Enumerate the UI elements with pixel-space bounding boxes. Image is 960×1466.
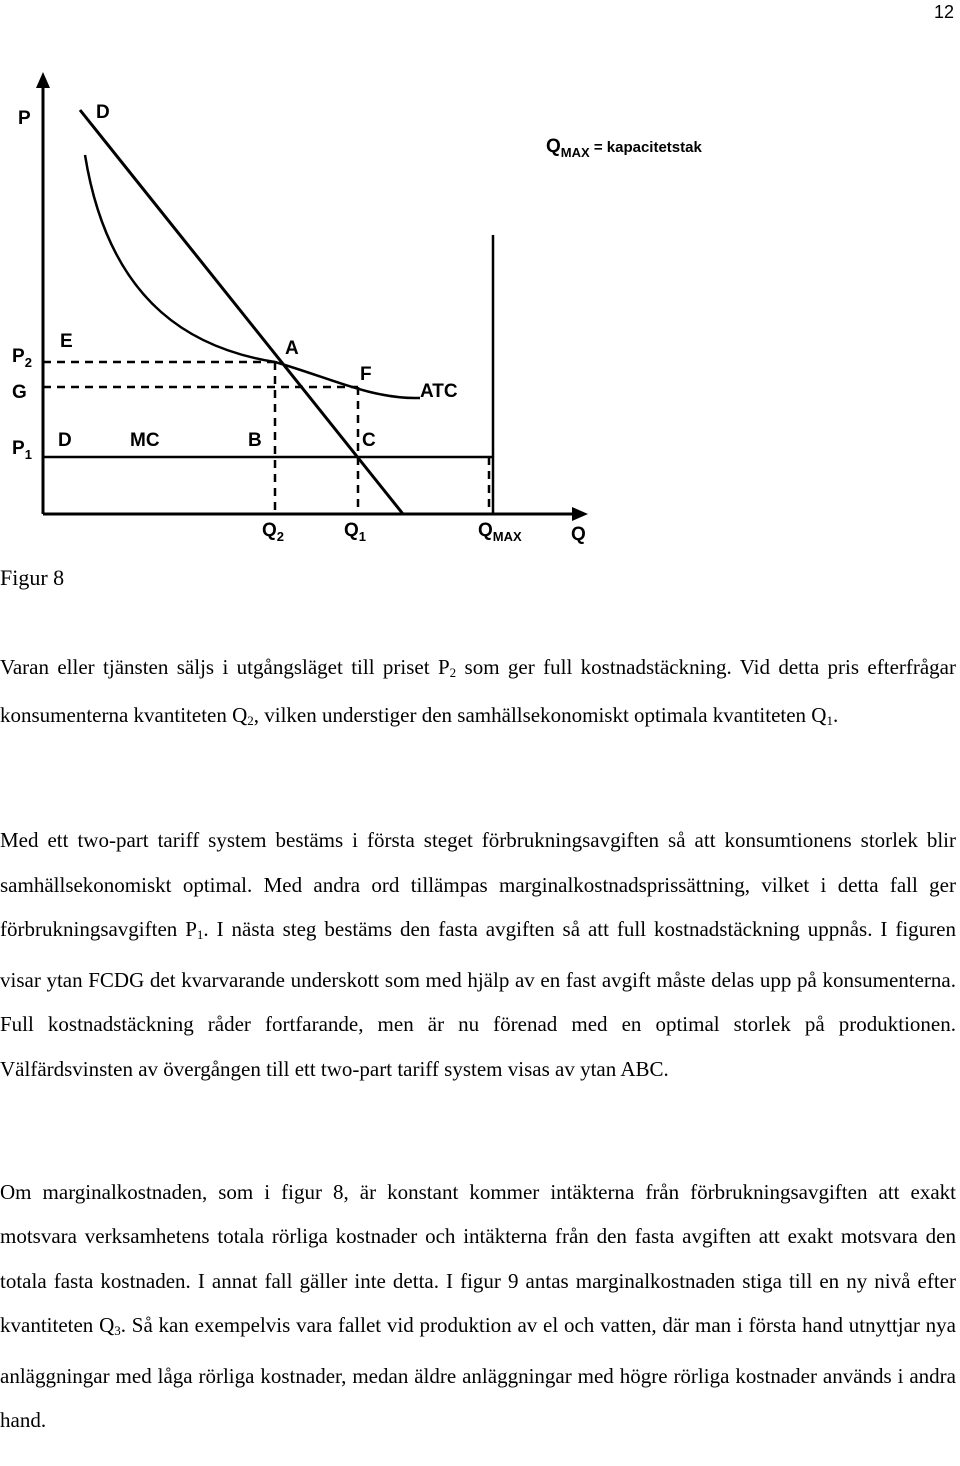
economics-diagram	[0, 60, 760, 560]
label-qmax-definition: $Q_{MAX}$ $^{= kapacitetstak}$	[546, 136, 702, 160]
label-atc: ATC	[420, 381, 458, 402]
label-e: E	[60, 331, 73, 352]
p-axis-arrow	[36, 72, 50, 88]
label-g: G	[12, 382, 27, 403]
label-f: F	[360, 364, 372, 385]
label-qmax: $Q_{MAX}$	[478, 520, 522, 544]
atc-curve	[85, 155, 420, 398]
label-d-point: D	[58, 430, 72, 451]
label-p1: $P_1$	[12, 438, 32, 462]
label-a: A	[285, 338, 299, 359]
q-axis-arrow	[572, 507, 588, 521]
label-q2: $Q_2$	[262, 520, 285, 544]
label-q1: $Q_1$	[344, 520, 367, 544]
paragraph-3: Om marginalkostnaden, som i figur 8, är konstant kommer intäkterna från förbrukningsavgiften att exakt motsvara verksamhetens totala rörliga kostnader och intäkterna från den fasta avgiften att exakt motsvara den totala fasta kostnaden. I annat fall gäller inte detta. I figur 9 antas marginalkostnaden stiga till en ny nivå efter kvantiteten $Q_3$. Så kan exempelvis vara fallet vid produktion av el och vatten, där man i första hand utnyttjar nya anläggningar med låga rörliga kostnader, medan äldre anläggningar med högre rörliga kostnader används i andra hand.	[0, 1180, 957, 1433]
page-number: 12	[933, 2, 954, 22]
label-p2: $P_2$	[12, 346, 32, 370]
label-mc: MC	[130, 430, 160, 451]
paragraph-2: Med ett two-part tariff system bestäms i första steget förbrukningsavgiften så att konsumtionens storlek blir samhällsekonomiskt optimal. Med andra ord tillämpas marginalkostnadsprissättning, vilket i detta fall ger förbrukningsavgiften $P_1$. I nästa steg bestäms den fasta avgiften så att full kostnadstäckning uppnås. I figuren visar ytan FCDG det kvarvarande underskott som med hjälp av en fast avgift måste delas upp på konsumenterna. Full kostnadstäckning råder fortfarande, men är nu förenad med en optimal storlek på produktionen. Välfärdsvinsten av övergången till ett two-part tariff system visas av ytan ABC.	[0, 828, 956, 1081]
label-b: B	[248, 430, 262, 451]
label-p: P	[18, 108, 31, 129]
figure-caption: Figur 8	[0, 565, 65, 590]
demand-curve	[80, 110, 403, 514]
figure-8-diagram	[0, 60, 760, 560]
paragraph-1: Varan eller tjänsten säljs i utgångsläget till priset $P_2$ som ger full kostnadstäckning. Vid detta pris efterfrågar konsumenterna kvantiteten $Q_2$, vilken understiger den samhällsekonomiskt optimala kvantiteten $Q_1$.	[0, 655, 956, 728]
label-c: C	[362, 430, 376, 451]
label-d-curve: D	[96, 102, 110, 123]
label-q-axis: Q	[571, 524, 586, 545]
